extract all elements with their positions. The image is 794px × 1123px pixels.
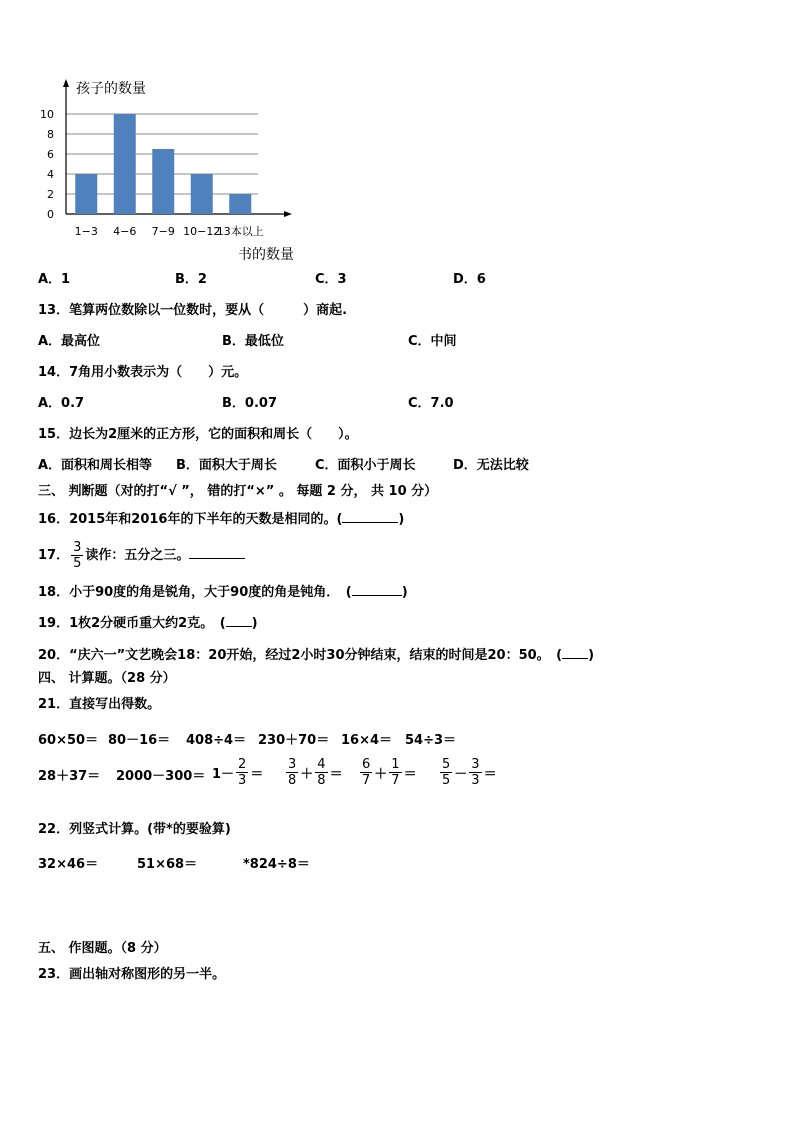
bar xyxy=(75,174,97,214)
q13-option-b[interactable]: B．最低位 xyxy=(222,334,284,349)
q18 xyxy=(38,583,408,601)
q15-option-c[interactable]: C．面积小于周长 xyxy=(315,458,416,473)
q14-option-b[interactable]: B．0.07 xyxy=(222,396,277,411)
q19-answer-blank[interactable] xyxy=(226,614,252,627)
book-count-chart xyxy=(30,75,320,270)
calc-10-eq: ＝ xyxy=(329,766,343,782)
calc-12-num-2: 3 xyxy=(471,756,480,772)
calc-9-eq: ＝ xyxy=(250,766,264,782)
q17-frac-num: 3 xyxy=(73,540,82,555)
x-axis-arrow xyxy=(284,211,292,217)
x-tick-label: 1−3 xyxy=(74,225,98,238)
q19 xyxy=(38,614,258,632)
q15-option-a[interactable]: A．面积和周长相等 xyxy=(38,458,153,473)
q17-fraction xyxy=(71,540,83,571)
calc-12-den-1: 5 xyxy=(442,772,451,788)
calc-12-den-2: 3 xyxy=(471,772,480,788)
q13-option-c[interactable]: C．中间 xyxy=(408,334,457,349)
calc-9-num: 2 xyxy=(238,756,247,772)
q21-stem: 21．直接写出得数。 xyxy=(38,697,161,712)
y-tick-label: 4 xyxy=(47,168,54,181)
q16-answer-blank[interactable] xyxy=(342,510,398,523)
q14-option-c[interactable]: C．7.0 xyxy=(408,396,454,411)
q17-frac-den: 5 xyxy=(73,556,82,571)
q20-close: ) xyxy=(588,648,595,663)
y-tick-label: 2 xyxy=(47,188,54,201)
q17-number: 17． xyxy=(38,548,70,563)
q17-text: 读作：五分之三。 xyxy=(85,548,190,563)
calc-11-num-2: 1 xyxy=(391,756,400,772)
q12-option-b[interactable]: B．2 xyxy=(175,272,207,287)
bar xyxy=(152,149,174,214)
q15-stem: 15．边长为2厘米的正方形，它的面积和周长（ ）。 xyxy=(38,427,358,442)
q22-item-1: 32×46＝ xyxy=(38,857,99,872)
y-axis-title: 孩子的数量 xyxy=(76,81,146,97)
calc-11-frac-1 xyxy=(360,757,372,788)
x-tick-label: 7−9 xyxy=(151,225,175,238)
q14-stem: 14．7角用小数表示为（ ）元。 xyxy=(38,365,248,380)
calc-11-op: ＋ xyxy=(374,766,388,782)
q20-answer-blank[interactable] xyxy=(562,646,588,659)
y-tick-label: 10 xyxy=(40,108,54,121)
q16 xyxy=(38,510,404,528)
q12-option-c[interactable]: C．3 xyxy=(315,272,347,287)
q15-option-d[interactable]: D．无法比较 xyxy=(453,458,529,473)
calc-9-den: 3 xyxy=(238,772,247,788)
q19-text: 19．1枚2分硬币重大约2克。 ( xyxy=(38,616,226,631)
bar xyxy=(114,114,136,214)
calc-1: 60×50＝ xyxy=(38,733,99,748)
bar xyxy=(229,194,251,214)
q20 xyxy=(38,646,594,664)
calc-11-den-2: 7 xyxy=(391,772,400,788)
calc-12-frac-2 xyxy=(469,757,481,788)
calc-10-den-1: 8 xyxy=(288,772,297,788)
section-4-heading: 四、 计算题。（28 分） xyxy=(38,671,176,686)
x-tick-label: 10−12 xyxy=(183,225,221,238)
calc-9-frac xyxy=(236,757,248,788)
q16-close: ) xyxy=(398,512,405,527)
q22-item-3: *824÷8＝ xyxy=(243,857,310,872)
section-5-heading: 五、 作图题。（8 分） xyxy=(38,941,167,956)
section-3-heading: 三、 判断题（对的打“√ ”， 错的打“×” 。 每题 2 分， 共 10 分） xyxy=(38,484,438,499)
q22-item-2: 51×68＝ xyxy=(137,857,198,872)
calc-12-op: － xyxy=(454,766,468,782)
calc-12-num-1: 5 xyxy=(442,756,451,772)
calc-10-frac-1 xyxy=(286,757,298,788)
calc-6: 54÷3＝ xyxy=(405,733,457,748)
calc-11-frac-2 xyxy=(389,757,401,788)
y-tick-label: 6 xyxy=(47,148,54,161)
y-tick-label: 0 xyxy=(47,208,54,221)
q19-close: ) xyxy=(251,616,258,631)
x-tick-label: 13本以上 xyxy=(216,225,264,238)
bar xyxy=(191,174,213,214)
q12-option-d[interactable]: D．6 xyxy=(453,272,486,287)
calc-10-num-2: 4 xyxy=(317,756,326,772)
calc-12 xyxy=(438,754,497,790)
calc-11-num-1: 6 xyxy=(362,756,371,772)
calc-5: 16×4＝ xyxy=(341,733,393,748)
calc-12-frac-1 xyxy=(440,757,452,788)
q20-text: 20．“庆六一”文艺晚会18：20开始，经过2小时30分钟结束，结束的时间是20：50。 ( xyxy=(38,648,563,663)
calc-9 xyxy=(212,754,263,790)
calc-10-den-2: 8 xyxy=(317,772,326,788)
calc-12-eq: ＝ xyxy=(483,766,497,782)
q18-close: ) xyxy=(401,585,408,600)
calc-10-num-1: 3 xyxy=(288,756,297,772)
x-tick-label: 4−6 xyxy=(113,225,137,238)
calc-4: 230＋70＝ xyxy=(258,733,330,748)
calc-10-op: ＋ xyxy=(300,766,314,782)
calc-11-den-1: 7 xyxy=(362,772,371,788)
q23-stem: 23．画出轴对称图形的另一半。 xyxy=(38,967,226,982)
q13-stem: 13．笔算两位数除以一位数时，要从（ ）商起. xyxy=(38,303,348,318)
q13-option-a[interactable]: A．最高位 xyxy=(38,334,101,349)
x-axis-title: 书的数量 xyxy=(238,247,294,263)
q17 xyxy=(38,540,245,571)
calc-10 xyxy=(284,754,343,790)
calc-8: 2000－300＝ xyxy=(116,769,206,784)
calc-9-lead: 1－ xyxy=(212,766,235,782)
q14-option-a[interactable]: A．0.7 xyxy=(38,396,85,411)
q15-option-b[interactable]: B．面积大于周长 xyxy=(176,458,277,473)
q16-text: 16．2015年和2016年的下半年的天数是相同的。( xyxy=(38,512,343,527)
y-tick-label: 8 xyxy=(47,128,54,141)
calc-10-frac-2 xyxy=(315,757,327,788)
q18-text: 18．小于90度的角是锐角，大于90度的角是钝角． ( xyxy=(38,585,352,600)
calc-11-eq: ＝ xyxy=(403,766,417,782)
q12-option-a[interactable]: A．1 xyxy=(38,272,71,287)
q18-answer-blank[interactable] xyxy=(352,583,402,596)
q17-answer-blank[interactable] xyxy=(189,546,245,559)
calc-3: 408÷4＝ xyxy=(186,733,247,748)
q22-stem: 22．列竖式计算。(带*的要验算) xyxy=(38,822,231,837)
calc-2: 80－16＝ xyxy=(108,733,171,748)
calc-7: 28＋37＝ xyxy=(38,769,101,784)
calc-11 xyxy=(358,754,417,790)
y-axis-arrow xyxy=(63,79,69,87)
